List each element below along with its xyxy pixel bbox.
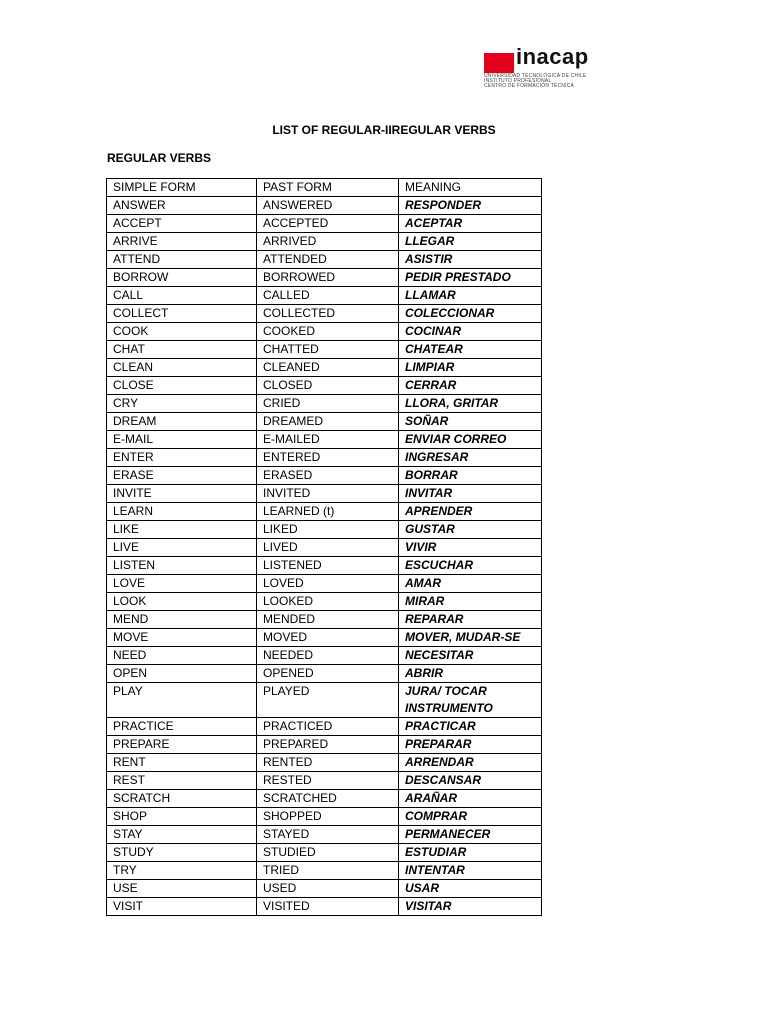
table-row <box>107 539 542 557</box>
table-row <box>107 718 542 736</box>
table-row <box>107 251 542 269</box>
cell-past-form: RESTED <box>257 772 399 790</box>
table-row <box>107 593 542 611</box>
cell-past-form: COOKED <box>257 323 399 341</box>
cell-meaning: ESTUDIAR <box>399 844 542 862</box>
cell-meaning: NECESITAR <box>399 647 542 665</box>
cell-meaning: COMPRAR <box>399 808 542 826</box>
cell-simple-form: COOK <box>107 323 257 341</box>
table-row <box>107 449 542 467</box>
table-body <box>107 197 542 916</box>
cell-simple-form: ARRIVE <box>107 233 257 251</box>
header-simple-form: SIMPLE FORM <box>107 179 257 197</box>
cell-past-form: LIKED <box>257 521 399 539</box>
cell-meaning: APRENDER <box>399 503 542 521</box>
cell-meaning: GUSTAR <box>399 521 542 539</box>
cell-meaning: BORRAR <box>399 467 542 485</box>
cell-meaning: AMAR <box>399 575 542 593</box>
cell-meaning: ACEPTAR <box>399 215 542 233</box>
cell-simple-form: DREAM <box>107 413 257 431</box>
cell-past-form: SHOPPED <box>257 808 399 826</box>
table-row <box>107 826 542 844</box>
cell-simple-form: OPEN <box>107 665 257 683</box>
cell-simple-form: LOOK <box>107 593 257 611</box>
table-row <box>107 772 542 790</box>
cell-past-form: ARRIVED <box>257 233 399 251</box>
cell-meaning: REPARAR <box>399 611 542 629</box>
table-row <box>107 629 542 647</box>
cell-simple-form: VISIT <box>107 898 257 916</box>
cell-past-form: ERASED <box>257 467 399 485</box>
cell-simple-form: ATTEND <box>107 251 257 269</box>
cell-simple-form: PREPARE <box>107 736 257 754</box>
cell-meaning: JURA/ TOCAR INSTRUMENTO <box>399 683 542 718</box>
cell-simple-form: MOVE <box>107 629 257 647</box>
table-row <box>107 485 542 503</box>
cell-past-form: LOVED <box>257 575 399 593</box>
cell-meaning: VISITAR <box>399 898 542 916</box>
table-row <box>107 844 542 862</box>
cell-simple-form: PLAY <box>107 683 257 718</box>
table-row <box>107 880 542 898</box>
verbs-table <box>106 178 542 916</box>
cell-meaning: COLECCIONAR <box>399 305 542 323</box>
cell-past-form: E-MAILED <box>257 431 399 449</box>
cell-meaning: MOVER, MUDAR-SE <box>399 629 542 647</box>
cell-past-form: LEARNED (t) <box>257 503 399 521</box>
cell-meaning: USAR <box>399 880 542 898</box>
table-row <box>107 647 542 665</box>
table-row <box>107 736 542 754</box>
table-row <box>107 359 542 377</box>
logo-subtitle-line: UNIVERSIDAD TECNOLÓGICA DE CHILE <box>484 73 587 79</box>
cell-simple-form: BORROW <box>107 269 257 287</box>
cell-past-form: LISTENED <box>257 557 399 575</box>
cell-past-form: CLOSED <box>257 377 399 395</box>
cell-past-form: MOVED <box>257 629 399 647</box>
cell-meaning: INTENTAR <box>399 862 542 880</box>
table-row <box>107 323 542 341</box>
table-row <box>107 808 542 826</box>
header-past-form: PAST FORM <box>257 179 399 197</box>
table-row <box>107 233 542 251</box>
cell-simple-form: PRACTICE <box>107 718 257 736</box>
table-row <box>107 521 542 539</box>
table-row <box>107 557 542 575</box>
cell-past-form: INVITED <box>257 485 399 503</box>
cell-simple-form: RENT <box>107 754 257 772</box>
inacap-logo <box>484 44 642 89</box>
table-row <box>107 197 542 215</box>
section-title: REGULAR VERBS <box>107 151 212 165</box>
cell-meaning: MIRAR <box>399 593 542 611</box>
cell-simple-form: INVITE <box>107 485 257 503</box>
cell-simple-form: NEED <box>107 647 257 665</box>
cell-simple-form: CHAT <box>107 341 257 359</box>
cell-simple-form: LOVE <box>107 575 257 593</box>
cell-past-form: ANSWERED <box>257 197 399 215</box>
cell-past-form: COLLECTED <box>257 305 399 323</box>
table-row <box>107 341 542 359</box>
cell-meaning: LLAMAR <box>399 287 542 305</box>
cell-meaning: ENVIAR CORREO <box>399 431 542 449</box>
cell-past-form: RENTED <box>257 754 399 772</box>
cell-simple-form: REST <box>107 772 257 790</box>
cell-past-form: CALLED <box>257 287 399 305</box>
document-title: LIST OF REGULAR-IIREGULAR VERBS <box>272 123 496 137</box>
cell-meaning: INVITAR <box>399 485 542 503</box>
cell-meaning: SOÑAR <box>399 413 542 431</box>
cell-meaning: LIMPIAR <box>399 359 542 377</box>
cell-past-form: ENTERED <box>257 449 399 467</box>
cell-simple-form: CRY <box>107 395 257 413</box>
cell-simple-form: ENTER <box>107 449 257 467</box>
cell-meaning: LLEGAR <box>399 233 542 251</box>
cell-past-form: LIVED <box>257 539 399 557</box>
cell-simple-form: CLEAN <box>107 359 257 377</box>
cell-meaning: LLORA, GRITAR <box>399 395 542 413</box>
cell-past-form: DREAMED <box>257 413 399 431</box>
cell-simple-form: TRY <box>107 862 257 880</box>
cell-simple-form: ERASE <box>107 467 257 485</box>
cell-simple-form: LIVE <box>107 539 257 557</box>
cell-simple-form: STUDY <box>107 844 257 862</box>
table-row <box>107 377 542 395</box>
cell-simple-form: LIKE <box>107 521 257 539</box>
table-row <box>107 611 542 629</box>
table-row <box>107 790 542 808</box>
cell-meaning: RESPONDER <box>399 197 542 215</box>
cell-simple-form: STAY <box>107 826 257 844</box>
cell-meaning: PERMANECER <box>399 826 542 844</box>
cell-simple-form: ACCEPT <box>107 215 257 233</box>
table-row <box>107 287 542 305</box>
cell-simple-form: E-MAIL <box>107 431 257 449</box>
table-row <box>107 269 542 287</box>
cell-meaning: ESCUCHAR <box>399 557 542 575</box>
table-row <box>107 395 542 413</box>
cell-simple-form: MEND <box>107 611 257 629</box>
table-header-row <box>107 179 542 197</box>
cell-past-form: PREPARED <box>257 736 399 754</box>
cell-past-form: OPENED <box>257 665 399 683</box>
cell-simple-form: ANSWER <box>107 197 257 215</box>
table-row <box>107 431 542 449</box>
cell-simple-form: USE <box>107 880 257 898</box>
cell-meaning: ASISTIR <box>399 251 542 269</box>
cell-past-form: STUDIED <box>257 844 399 862</box>
cell-past-form: PRACTICED <box>257 718 399 736</box>
cell-meaning: PEDIR PRESTADO <box>399 269 542 287</box>
cell-meaning: COCINAR <box>399 323 542 341</box>
logo-subtitle <box>484 74 586 89</box>
cell-meaning: ARRENDAR <box>399 754 542 772</box>
cell-simple-form: LISTEN <box>107 557 257 575</box>
cell-simple-form: LEARN <box>107 503 257 521</box>
cell-past-form: PLAYED <box>257 683 399 718</box>
cell-past-form: BORROWED <box>257 269 399 287</box>
cell-simple-form: SHOP <box>107 808 257 826</box>
cell-meaning: VIVIR <box>399 539 542 557</box>
cell-past-form: ACCEPTED <box>257 215 399 233</box>
table-row <box>107 467 542 485</box>
cell-past-form: NEEDED <box>257 647 399 665</box>
table-row <box>107 665 542 683</box>
logo-wordmark: inacap <box>516 44 589 69</box>
cell-past-form: TRIED <box>257 862 399 880</box>
cell-simple-form: CALL <box>107 287 257 305</box>
logo-mark-icon <box>484 53 514 73</box>
table-row <box>107 898 542 916</box>
table-row <box>107 754 542 772</box>
cell-past-form: VISITED <box>257 898 399 916</box>
table-row <box>107 215 542 233</box>
cell-past-form: CLEANED <box>257 359 399 377</box>
table-row <box>107 503 542 521</box>
cell-meaning: INGRESAR <box>399 449 542 467</box>
cell-meaning: PRACTICAR <box>399 718 542 736</box>
cell-past-form: CHATTED <box>257 341 399 359</box>
cell-past-form: SCRATCHED <box>257 790 399 808</box>
cell-past-form: CRIED <box>257 395 399 413</box>
table-row <box>107 575 542 593</box>
cell-meaning: CHATEAR <box>399 341 542 359</box>
table-row <box>107 413 542 431</box>
cell-simple-form: COLLECT <box>107 305 257 323</box>
cell-meaning: ABRIR <box>399 665 542 683</box>
cell-meaning: DESCANSAR <box>399 772 542 790</box>
cell-past-form: USED <box>257 880 399 898</box>
cell-past-form: STAYED <box>257 826 399 844</box>
cell-meaning: ARAÑAR <box>399 790 542 808</box>
logo-subtitle-line: INSTITUTO PROFESIONAL <box>484 78 552 84</box>
logo-subtitle-line: CENTRO DE FORMACIÓN TÉCNICA <box>484 83 575 89</box>
cell-past-form: ATTENDED <box>257 251 399 269</box>
header-meaning: MEANING <box>399 179 542 197</box>
cell-past-form: LOOKED <box>257 593 399 611</box>
cell-simple-form: CLOSE <box>107 377 257 395</box>
table-row <box>107 683 542 718</box>
cell-simple-form: SCRATCH <box>107 790 257 808</box>
table-row <box>107 305 542 323</box>
cell-meaning: PREPARAR <box>399 736 542 754</box>
table-row <box>107 862 542 880</box>
cell-past-form: MENDED <box>257 611 399 629</box>
cell-meaning: CERRAR <box>399 377 542 395</box>
